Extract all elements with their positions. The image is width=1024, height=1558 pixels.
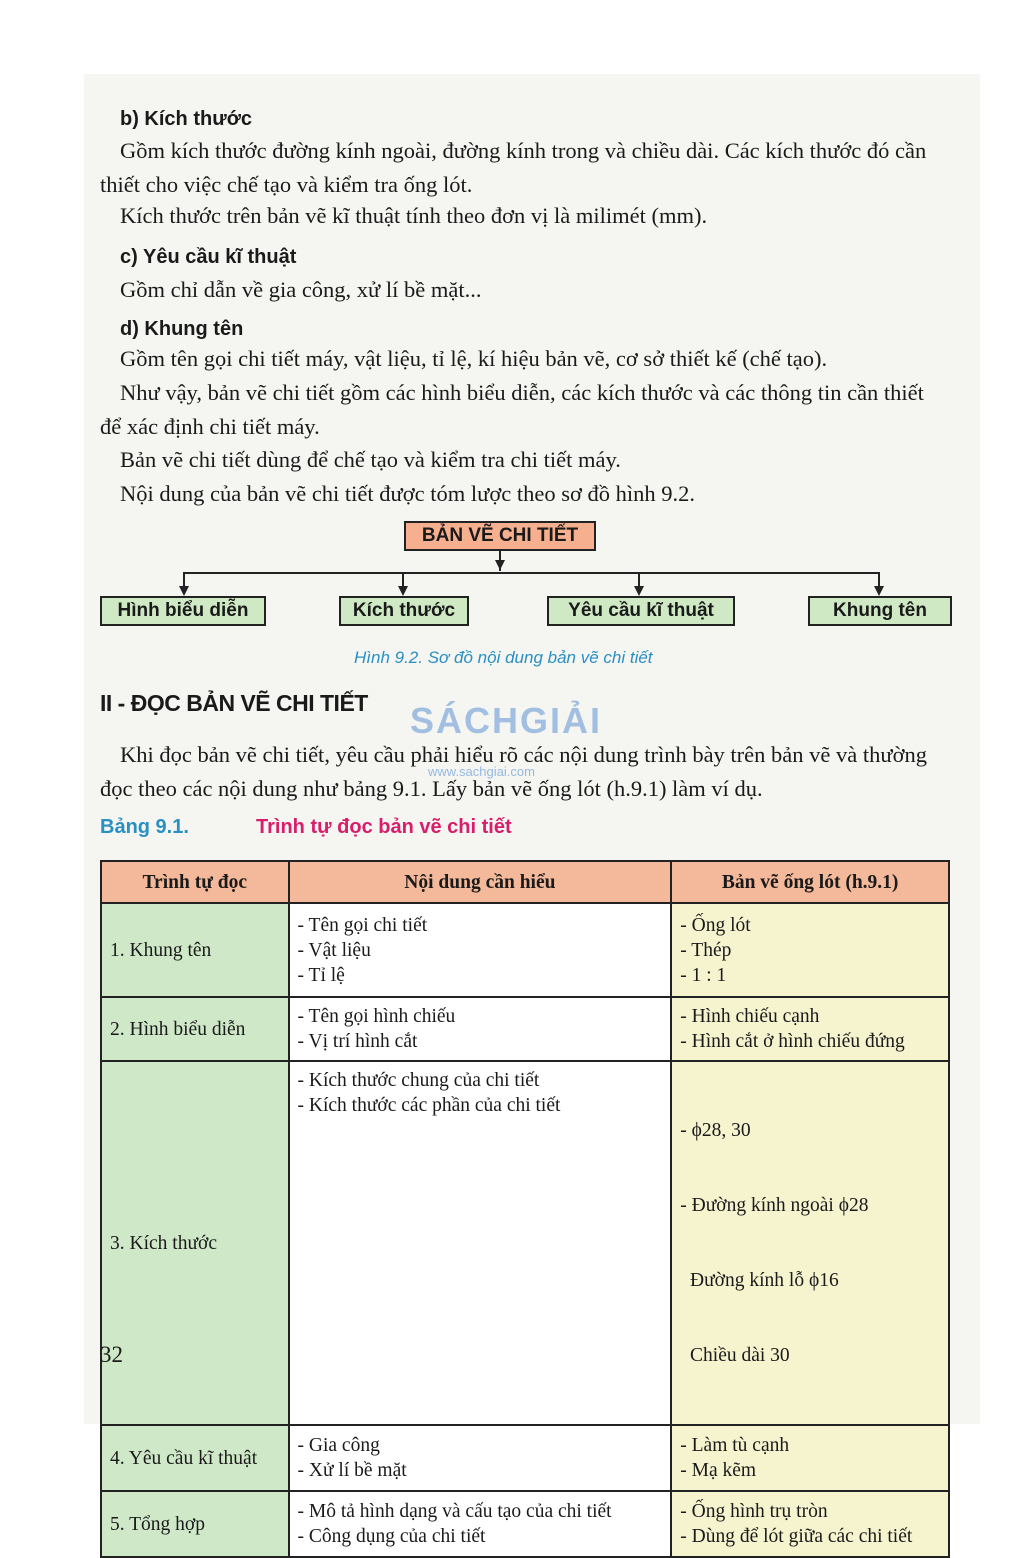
diagram-child-khung-ten: Khung tên xyxy=(808,596,952,626)
watermark-url: www.sachgiai.com xyxy=(428,764,535,779)
step-cell: 3. Kích thước xyxy=(101,1061,289,1425)
diagram-root-box: BẢN VẼ CHI TIẾT xyxy=(404,521,596,551)
diagram-arrow-2 xyxy=(398,586,408,596)
example-line: - Mạ kẽm xyxy=(680,1460,757,1481)
content-line: - Kích thước các phần của chi tiết xyxy=(297,1095,561,1116)
diagram-arrow-3 xyxy=(634,586,644,596)
diagram-horizontal-connector xyxy=(183,572,880,574)
paragraph-c1: Gồm chỉ dẫn về gia công, xử lí bề mặt... xyxy=(120,277,482,302)
example-line: - Làm tù cạnh xyxy=(680,1435,790,1456)
example-line: Chiều dài 30 xyxy=(680,1345,790,1366)
watermark-logo: SÁCHGIẢI xyxy=(410,700,603,741)
example-line: - 1 : 1 xyxy=(680,964,727,986)
diagram-caption: Hình 9.2. Sơ đồ nội dung bản vẽ chi tiết xyxy=(354,648,653,667)
table-row xyxy=(101,997,949,1061)
diagram-arrow-1 xyxy=(179,586,189,596)
table-row xyxy=(101,1425,949,1491)
section2-paragraph: Khi đọc bản vẽ chi tiết, yêu cầu phải hiểu rõ các nội dung trình bày trên bản vẽ và thường đọc theo các nội dung như bảng 9.1. Lấy bản vẽ ống lót (h.9.1) làm ví dụ. xyxy=(100,742,927,801)
example-line: - ϕ28, 30 xyxy=(680,1120,751,1141)
table-header-row xyxy=(101,861,949,903)
reading-order-table xyxy=(100,860,950,1558)
header-trinh-tu-doc: Trình tự đọc xyxy=(101,861,289,903)
diagram-child-hinh-bieu-dien: Hình biểu diễn xyxy=(100,596,266,626)
heading-c: c) Yêu cầu kĩ thuật xyxy=(120,246,297,268)
example-line: - Ống lót xyxy=(680,914,751,936)
content-line: - Kích thước chung của chi tiết xyxy=(297,1070,540,1091)
example-line: - Hình cắt ở hình chiếu đứng xyxy=(680,1031,905,1052)
content-line: - Vật liệu xyxy=(297,939,371,961)
table-row xyxy=(101,1491,949,1557)
example-line: - Thép xyxy=(680,939,732,961)
example-line: - Hình chiếu cạnh xyxy=(680,1006,820,1027)
content-line: - Tên gọi hình chiếu xyxy=(297,1006,456,1027)
diagram-arrow-4 xyxy=(874,586,884,596)
step-cell: 2. Hình biểu diễn xyxy=(101,997,289,1061)
diagram-child-kich-thuoc: Kích thước xyxy=(339,596,469,626)
table-row xyxy=(101,1061,949,1425)
paragraph-d3: Bản vẽ chi tiết dùng để chế tạo và kiểm tra chi tiết máy. xyxy=(120,447,621,472)
table-label: Bảng 9.1. xyxy=(100,816,189,838)
content-line: - Xử lí bề mặt xyxy=(297,1460,407,1481)
step-cell: 4. Yêu cầu kĩ thuật xyxy=(101,1425,289,1491)
paragraph-d1: Gồm tên gọi chi tiết máy, vật liệu, tỉ lệ, kí hiệu bản vẽ, cơ sở thiết kế (chế tạo). xyxy=(120,346,828,371)
content-line: - Tên gọi chi tiết xyxy=(297,914,428,936)
heading-b: b) Kích thước xyxy=(120,108,253,130)
step-cell: 1. Khung tên xyxy=(101,903,289,997)
header-ban-ve-ong-lot: Bản vẽ ống lót (h.9.1) xyxy=(671,861,949,903)
example-line: - Dùng để lót giữa các chi tiết xyxy=(680,1526,913,1547)
paragraph-d2: Như vậy, bản vẽ chi tiết gồm các hình biểu diễn, các kích thước và các thông tin cần thiết để xác định chi tiết máy. xyxy=(100,380,924,439)
table-title: Trình tự đọc bản vẽ chi tiết xyxy=(256,816,512,838)
content-line: - Gia công xyxy=(297,1435,380,1456)
example-line: - Đường kính ngoài ϕ28 xyxy=(680,1195,869,1216)
section-title: II - ĐỌC BẢN VẼ CHI TIẾT xyxy=(100,690,368,716)
paragraph-b1: Gồm kích thước đường kính ngoài, đường kính trong và chiều dài. Các kích thước đó cần thiết cho việc chế tạo và kiểm tra ống lót. xyxy=(100,138,927,197)
example-line: Đường kính lỗ ϕ16 xyxy=(680,1270,839,1291)
content-line: - Vị trí hình cắt xyxy=(297,1031,418,1052)
paragraph-d4: Nội dung của bản vẽ chi tiết được tóm lược theo sơ đồ hình 9.2. xyxy=(120,481,695,506)
step-cell: 5. Tổng hợp xyxy=(101,1491,289,1557)
table-row xyxy=(101,903,949,997)
content-line: - Tỉ lệ xyxy=(297,964,345,986)
diagram-child-yeu-cau-ki-thuat: Yêu cầu kĩ thuật xyxy=(547,596,735,626)
example-line: - Ống hình trụ tròn xyxy=(680,1501,828,1522)
content-line: - Mô tả hình dạng và cấu tạo của chi tiết xyxy=(297,1501,612,1522)
paragraph-b2: Kích thước trên bản vẽ kĩ thuật tính theo đơn vị là milimét (mm). xyxy=(120,203,708,228)
diagram-root-arrow xyxy=(495,560,505,570)
header-noi-dung: Nội dung cần hiểu xyxy=(289,861,672,903)
content-line: - Công dụng của chi tiết xyxy=(297,1526,486,1547)
heading-d: d) Khung tên xyxy=(120,318,244,340)
page-number: 32 xyxy=(100,1342,123,1367)
